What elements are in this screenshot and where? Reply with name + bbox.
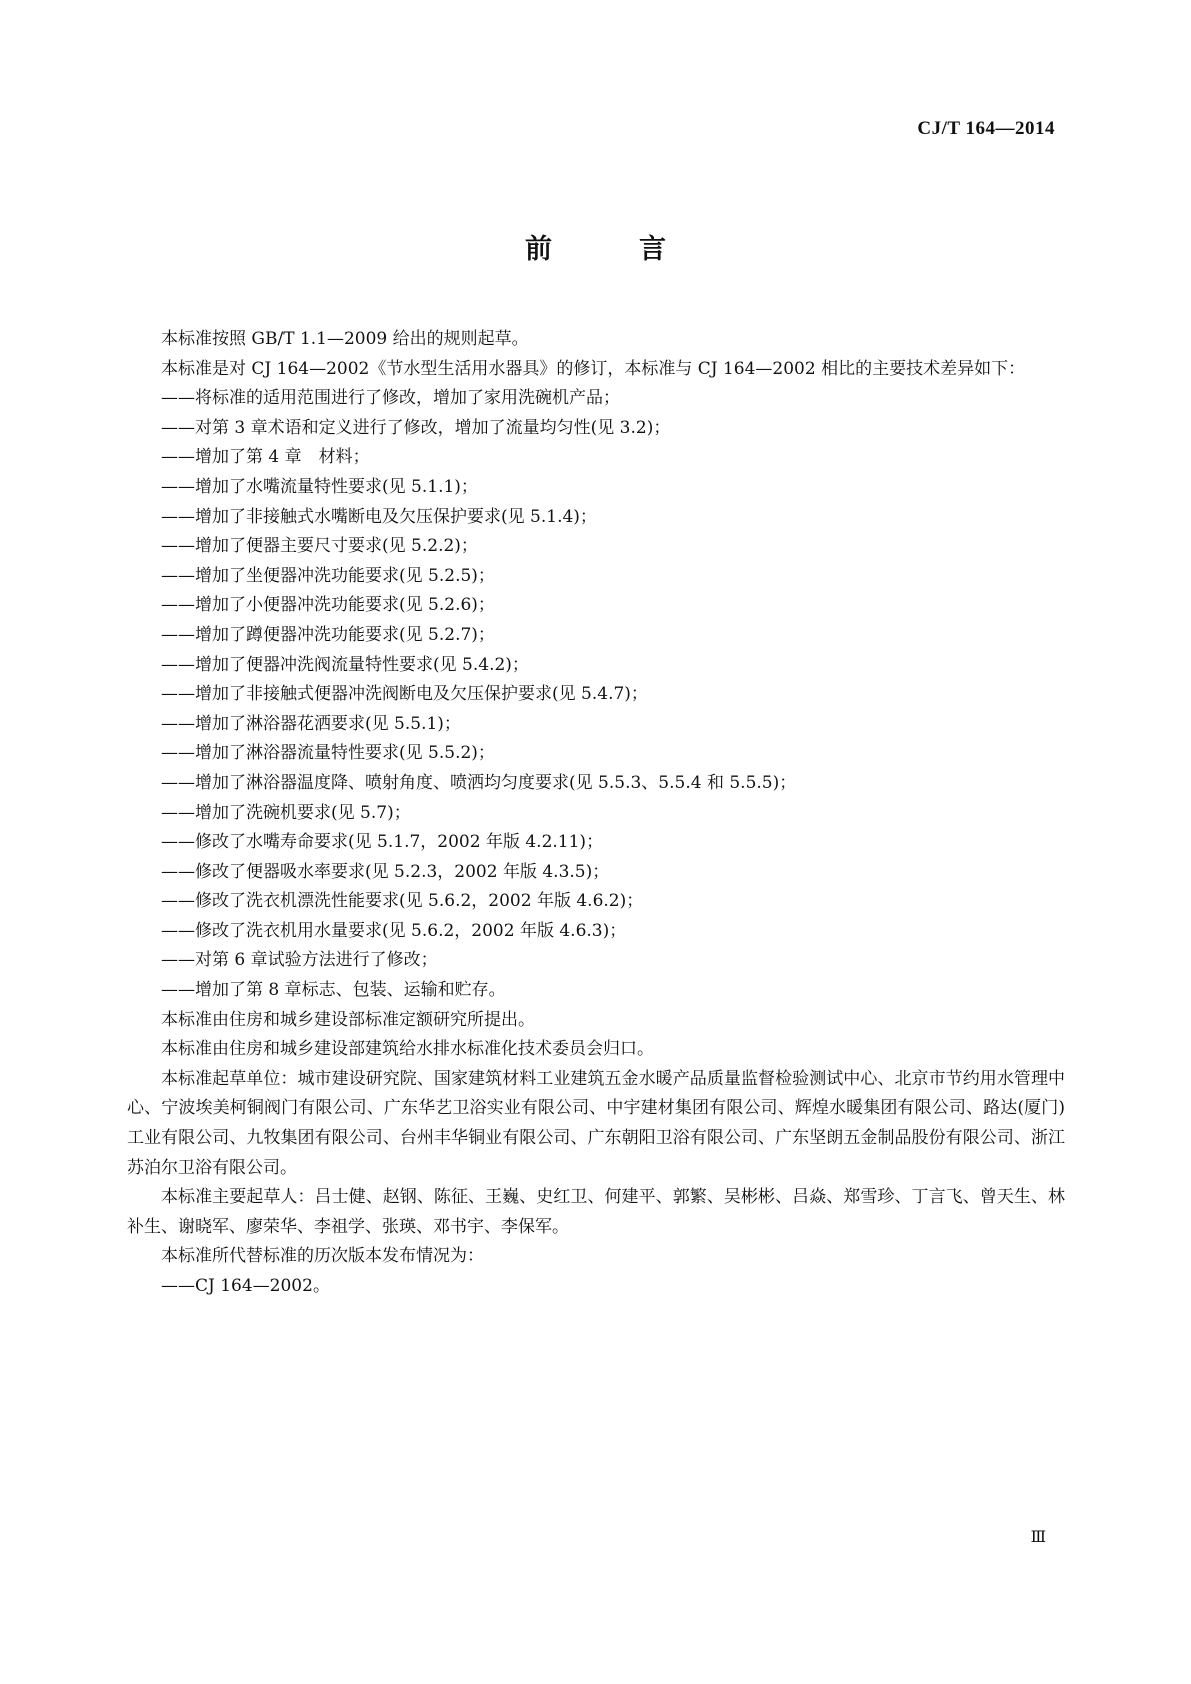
list-item: ——增加了坐便器冲洗功能要求(见 5.2.5)； [161,565,495,586]
list-item: ——增加了第 8 章标志、包装、运输和贮存。 [161,980,506,1001]
list-item: ——增加了非接触式便器冲洗阀断电及欠压保护要求(见 5.4.7)； [161,684,648,705]
paragraph-drafters: 本标准主要起草人：吕士健、赵钢、陈征、王巍、史红卫、何建平、郭繁、吴彬彬、吕焱、郑雪珍、丁言飞、曾天生、林补生、谢晓军、廖荣华、李祖学、张瑛、邓书宇、李保军。 [127,1187,1065,1237]
foreword-body [127,325,1065,1302]
list-item: ——增加了蹲便器冲洗功能要求(见 5.2.7)； [161,624,495,645]
list-item: ——增加了水嘴流量特性要求(见 5.1.1)； [161,476,478,497]
paragraph-history-intro: 本标准所代替标准的历次版本发布情况为： [161,1246,484,1267]
list-item: ——增加了便器主要尺寸要求(见 5.2.2)； [161,536,478,557]
list-item: ——修改了洗衣机漂洗性能要求(见 5.6.2，2002 年版 4.6.2)； [161,891,644,912]
list-item: ——增加了非接触式水嘴断电及欠压保护要求(见 5.1.4)； [161,506,597,527]
page-title: 前 言 [525,234,696,265]
list-item: ——对第 3 章术语和定义进行了修改，增加了流量均匀性(见 3.2)； [161,417,671,438]
paragraph-administered-by: 本标准由住房和城乡建设部建筑给水排水标准化技术委员会归口。 [161,1039,654,1060]
changes-list [127,384,1065,1005]
list-item: ——修改了便器吸水率要求(见 5.2.3，2002 年版 4.3.5)； [161,861,610,882]
list-item: ——增加了淋浴器流量特性要求(见 5.5.2)； [161,743,495,764]
history-list [127,1272,1065,1302]
list-item: ——增加了淋浴器温度降、喷射角度、喷洒均匀度要求(见 5.5.3、5.5.4 和 5.5.5)； [161,772,797,793]
list-item: ——修改了洗衣机用水量要求(见 5.6.2，2002 年版 4.6.3)； [161,920,627,941]
list-item: ——增加了第 4 章 材料； [161,447,370,468]
list-item: ——增加了淋浴器花洒要求(见 5.5.1)； [161,713,461,734]
list-item: ——修改了水嘴寿命要求(见 5.1.7，2002 年版 4.2.11)； [161,832,604,853]
list-item: ——对第 6 章试验方法进行了修改； [161,950,438,971]
paragraph-drafting-rules: 本标准按照 GB/T 1.1—2009 给出的规则起草。 [161,329,529,349]
list-item: ——增加了洗碗机要求(见 5.7)； [161,802,411,823]
list-item: ——增加了便器冲洗阀流量特性要求(见 5.4.2)； [161,654,529,675]
list-item: ——CJ 164—2002。 [161,1276,330,1296]
paragraph-proposed-by: 本标准由住房和城乡建设部标准定额研究所提出。 [161,1009,535,1030]
paragraph-revision-intro: 本标准是对 CJ 164—2002《节水型生活用水器具》的修订，本标准与 CJ 164—2002 相比的主要技术差异如下： [161,358,1026,379]
list-item: ——将标准的适用范围进行了修改，增加了家用洗碗机产品； [161,388,620,409]
paragraph-drafting-units: 本标准起草单位：城市建设研究院、国家建筑材料工业建筑五金水暖产品质量监督检验测试中心、北京市节约用水管理中心、宁波埃美柯铜阀门有限公司、广东华艺卫浴实业有限公司、中宇建材集团有限公司、辉煌水暖集团有限公司、路达(厦门)工业有限公司、九牧集团有限公司、台州丰华铜业有限公司、广东朝阳卫浴有限公司、广东坚朗五金制品股份有限公司、浙江苏泊尔卫浴有限公司。 [127,1068,1065,1178]
page-number: Ⅲ [1030,1529,1046,1546]
standard-code: CJ/T 164—2014 [917,118,1055,139]
list-item: ——增加了小便器冲洗功能要求(见 5.2.6)； [161,595,495,616]
